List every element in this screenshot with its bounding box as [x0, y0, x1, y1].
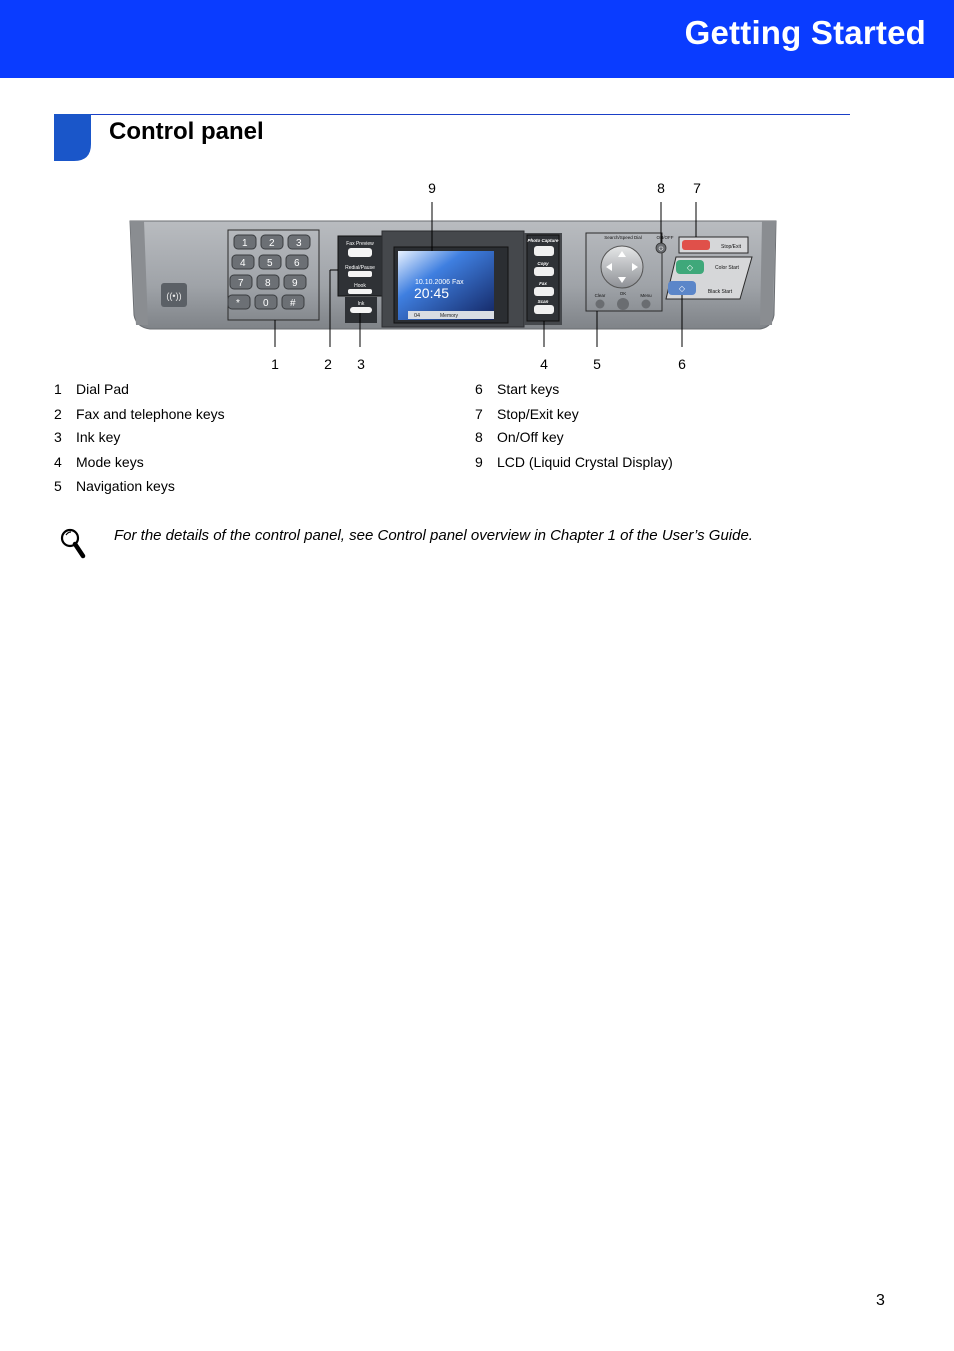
- dial-pad-key-0: [255, 295, 277, 309]
- callout-2: 2: [324, 356, 332, 372]
- svg-text:◇: ◇: [686, 263, 694, 272]
- dial-pad-key-7: [230, 275, 252, 289]
- svg-text:ON/OFF: ON/OFF: [656, 235, 674, 240]
- section-title: Control panel: [109, 118, 264, 145]
- start-keys: [666, 257, 752, 299]
- section-tab-marker: [54, 114, 91, 161]
- dial-pad-key-9: [284, 275, 306, 289]
- control-panel-illustration: [110, 175, 800, 375]
- callout-9: 9: [428, 180, 436, 196]
- dial-pad-key-8: [257, 275, 279, 289]
- svg-text:Memory: Memory: [440, 313, 459, 319]
- callout-4: 4: [540, 356, 548, 372]
- callout-1: 1: [271, 356, 279, 372]
- page-number: 3: [876, 1292, 885, 1309]
- svg-text:Copy: Copy: [537, 261, 549, 266]
- svg-text:1: 1: [242, 238, 248, 249]
- svg-text:*: *: [236, 298, 240, 309]
- control-panel-figure: [110, 175, 800, 375]
- callout-5: 5: [593, 356, 601, 372]
- svg-text:0: 0: [263, 298, 269, 309]
- dial-pad-key-5: [259, 255, 281, 269]
- dial-pad-key-6: [286, 255, 308, 269]
- dial-pad-key-1: [234, 235, 256, 249]
- svg-text:9: 9: [292, 278, 298, 289]
- svg-text:3: 3: [296, 238, 302, 249]
- svg-text:◇: ◇: [678, 284, 686, 293]
- svg-text:OK: OK: [619, 291, 627, 296]
- svg-text:7: 7: [238, 278, 244, 289]
- svg-text:2: 2: [269, 238, 275, 249]
- dial-pad-key-2: [261, 235, 283, 249]
- svg-text:04: 04: [414, 313, 421, 319]
- svg-text:Fax Preview: Fax Preview: [346, 241, 374, 247]
- svg-text:Photo Capture: Photo Capture: [527, 238, 559, 243]
- dial-pad-key-hash: [282, 295, 304, 309]
- svg-text:Hook: Hook: [354, 283, 366, 289]
- svg-text:#: #: [290, 298, 296, 309]
- svg-text:Search/Speed Dial: Search/Speed Dial: [604, 235, 642, 240]
- dial-pad-key-star: [228, 295, 250, 309]
- svg-text:20:45: 20:45: [414, 285, 450, 301]
- mode-keys: [524, 233, 562, 325]
- lcd-screen: [398, 251, 494, 320]
- svg-text:⏻: ⏻: [658, 246, 664, 253]
- page-title: Getting Started: [684, 14, 926, 51]
- header-bar: [0, 0, 954, 78]
- svg-text:Clear: Clear: [594, 293, 606, 298]
- note-text: For the details of the control panel, see Control panel overview in Chapter 1 of the User’s Guide.: [114, 527, 753, 544]
- svg-text:Stop/Exit: Stop/Exit: [720, 244, 742, 250]
- svg-text:5: 5: [267, 258, 273, 269]
- svg-text:4: 4: [240, 258, 246, 269]
- svg-text:Color Start: Color Start: [715, 265, 739, 271]
- svg-text:Ink: Ink: [357, 301, 365, 307]
- callout-7: 7: [693, 180, 701, 196]
- svg-text:Scan: Scan: [537, 299, 549, 304]
- svg-text:10.10.2006 Fax: 10.10.2006 Fax: [415, 279, 464, 286]
- svg-text:Black Start: Black Start: [707, 289, 733, 295]
- stop-exit-key: [679, 237, 748, 253]
- svg-text:Menu: Menu: [640, 293, 652, 298]
- fax-telephone-keys: [338, 236, 382, 296]
- section-rule: [54, 114, 850, 115]
- ink-key: [345, 297, 377, 323]
- svg-text:6: 6: [294, 258, 300, 269]
- callout-8: 8: [657, 180, 665, 196]
- callout-6: 6: [678, 356, 686, 372]
- svg-text:Fax: Fax: [539, 281, 547, 286]
- svg-text:Redial/Pause: Redial/Pause: [345, 265, 375, 271]
- magnifier-icon: [58, 526, 88, 560]
- svg-text:8: 8: [265, 278, 271, 289]
- dial-pad-key-4: [232, 255, 254, 269]
- dial-pad-key-3: [288, 235, 310, 249]
- callout-3: 3: [357, 356, 365, 372]
- svg-text:((•)): ((•)): [166, 291, 182, 301]
